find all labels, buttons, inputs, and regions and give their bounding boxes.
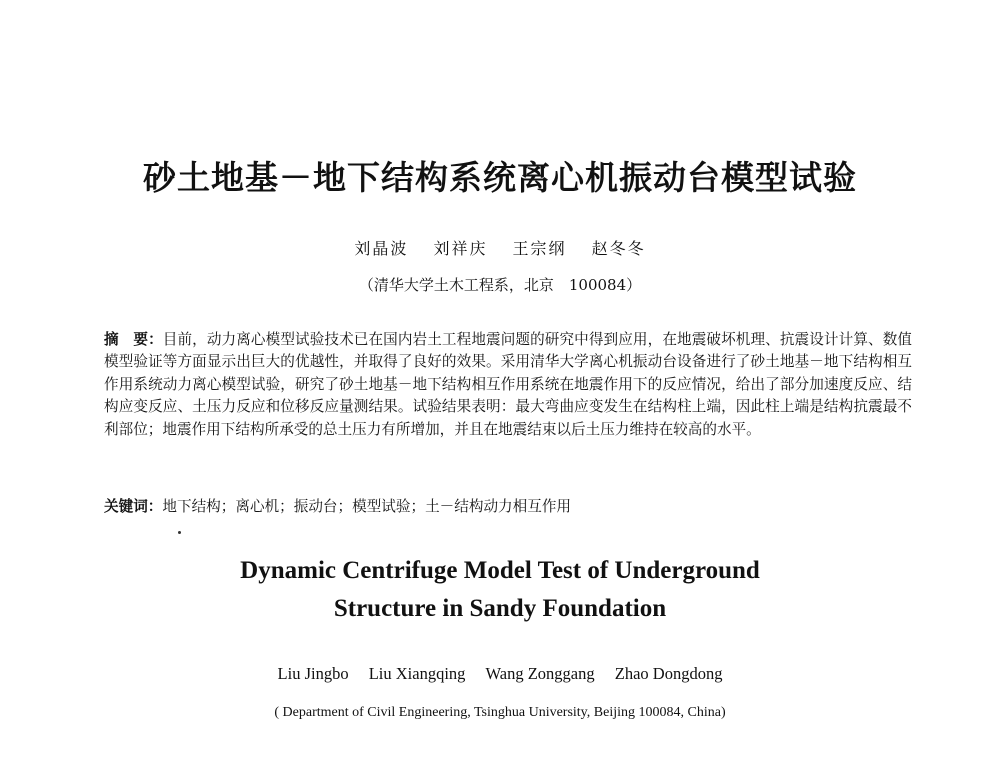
chinese-author-3: 王宗纲 (512, 239, 567, 258)
chinese-authors (0, 236, 1000, 259)
english-affiliation: ( Department of Civil Engineering, Tsinghua University, Beijing 100084, China) (274, 705, 726, 720)
keywords-label: 关键词： (104, 498, 163, 515)
scan-speck (178, 531, 181, 534)
english-title-line-2: Structure in Sandy Foundation (333, 595, 667, 622)
chinese-abstract (104, 329, 912, 441)
english-author-2: Liu Xiangqing (368, 664, 466, 683)
chinese-affiliation: （清华大学土木工程系，北京 100084） (358, 276, 642, 294)
chinese-keywords (104, 496, 912, 518)
english-author-4: Zhao Dongdong (614, 664, 723, 683)
english-author-1: Liu Jingbo (277, 664, 349, 683)
english-title-line-1: Dynamic Centrifuge Model Test of Underground (240, 557, 760, 584)
abstract-label: 摘 要： (104, 331, 163, 348)
english-author-3: Wang Zonggang (485, 664, 595, 683)
keywords-text: 地下结构；离心机；振动台；模型试验；土－结构动力相互作用 (162, 498, 572, 515)
chinese-author-4: 赵冬冬 (591, 239, 646, 258)
chinese-title: 砂土地基－地下结构系统离心机振动台模型试验 (143, 158, 857, 197)
english-authors (0, 664, 1000, 684)
abstract-text: 目前，动力离心模型试验技术已在国内岩土工程地震问题的研究中得到应用，在地震破坏机理、抗震设计计算、数值模型验证等方面显示出巨大的优越性，并取得了良好的效果。采用清华大学离心机振动台设备进行了砂土地基－地下结构相互作用系统动力离心模型试验，研究了砂土地基－地下结构相互作用系统在地震作用下的反应情况，给出了部分加速度反应、结构应变反应、土压力反应和位移反应量测结果。试验结果表明：最大弯曲应变发生在结构柱上端，因此柱上端是结构抗震最不利部位；地震作用下结构所承受的总土压力有所增加，并且在地震结束以后土压力维持在较高的水平。 (104, 331, 912, 438)
chinese-author-1: 刘晶波 (354, 239, 409, 258)
chinese-author-2: 刘祥庆 (433, 239, 488, 258)
english-title (0, 552, 1000, 628)
